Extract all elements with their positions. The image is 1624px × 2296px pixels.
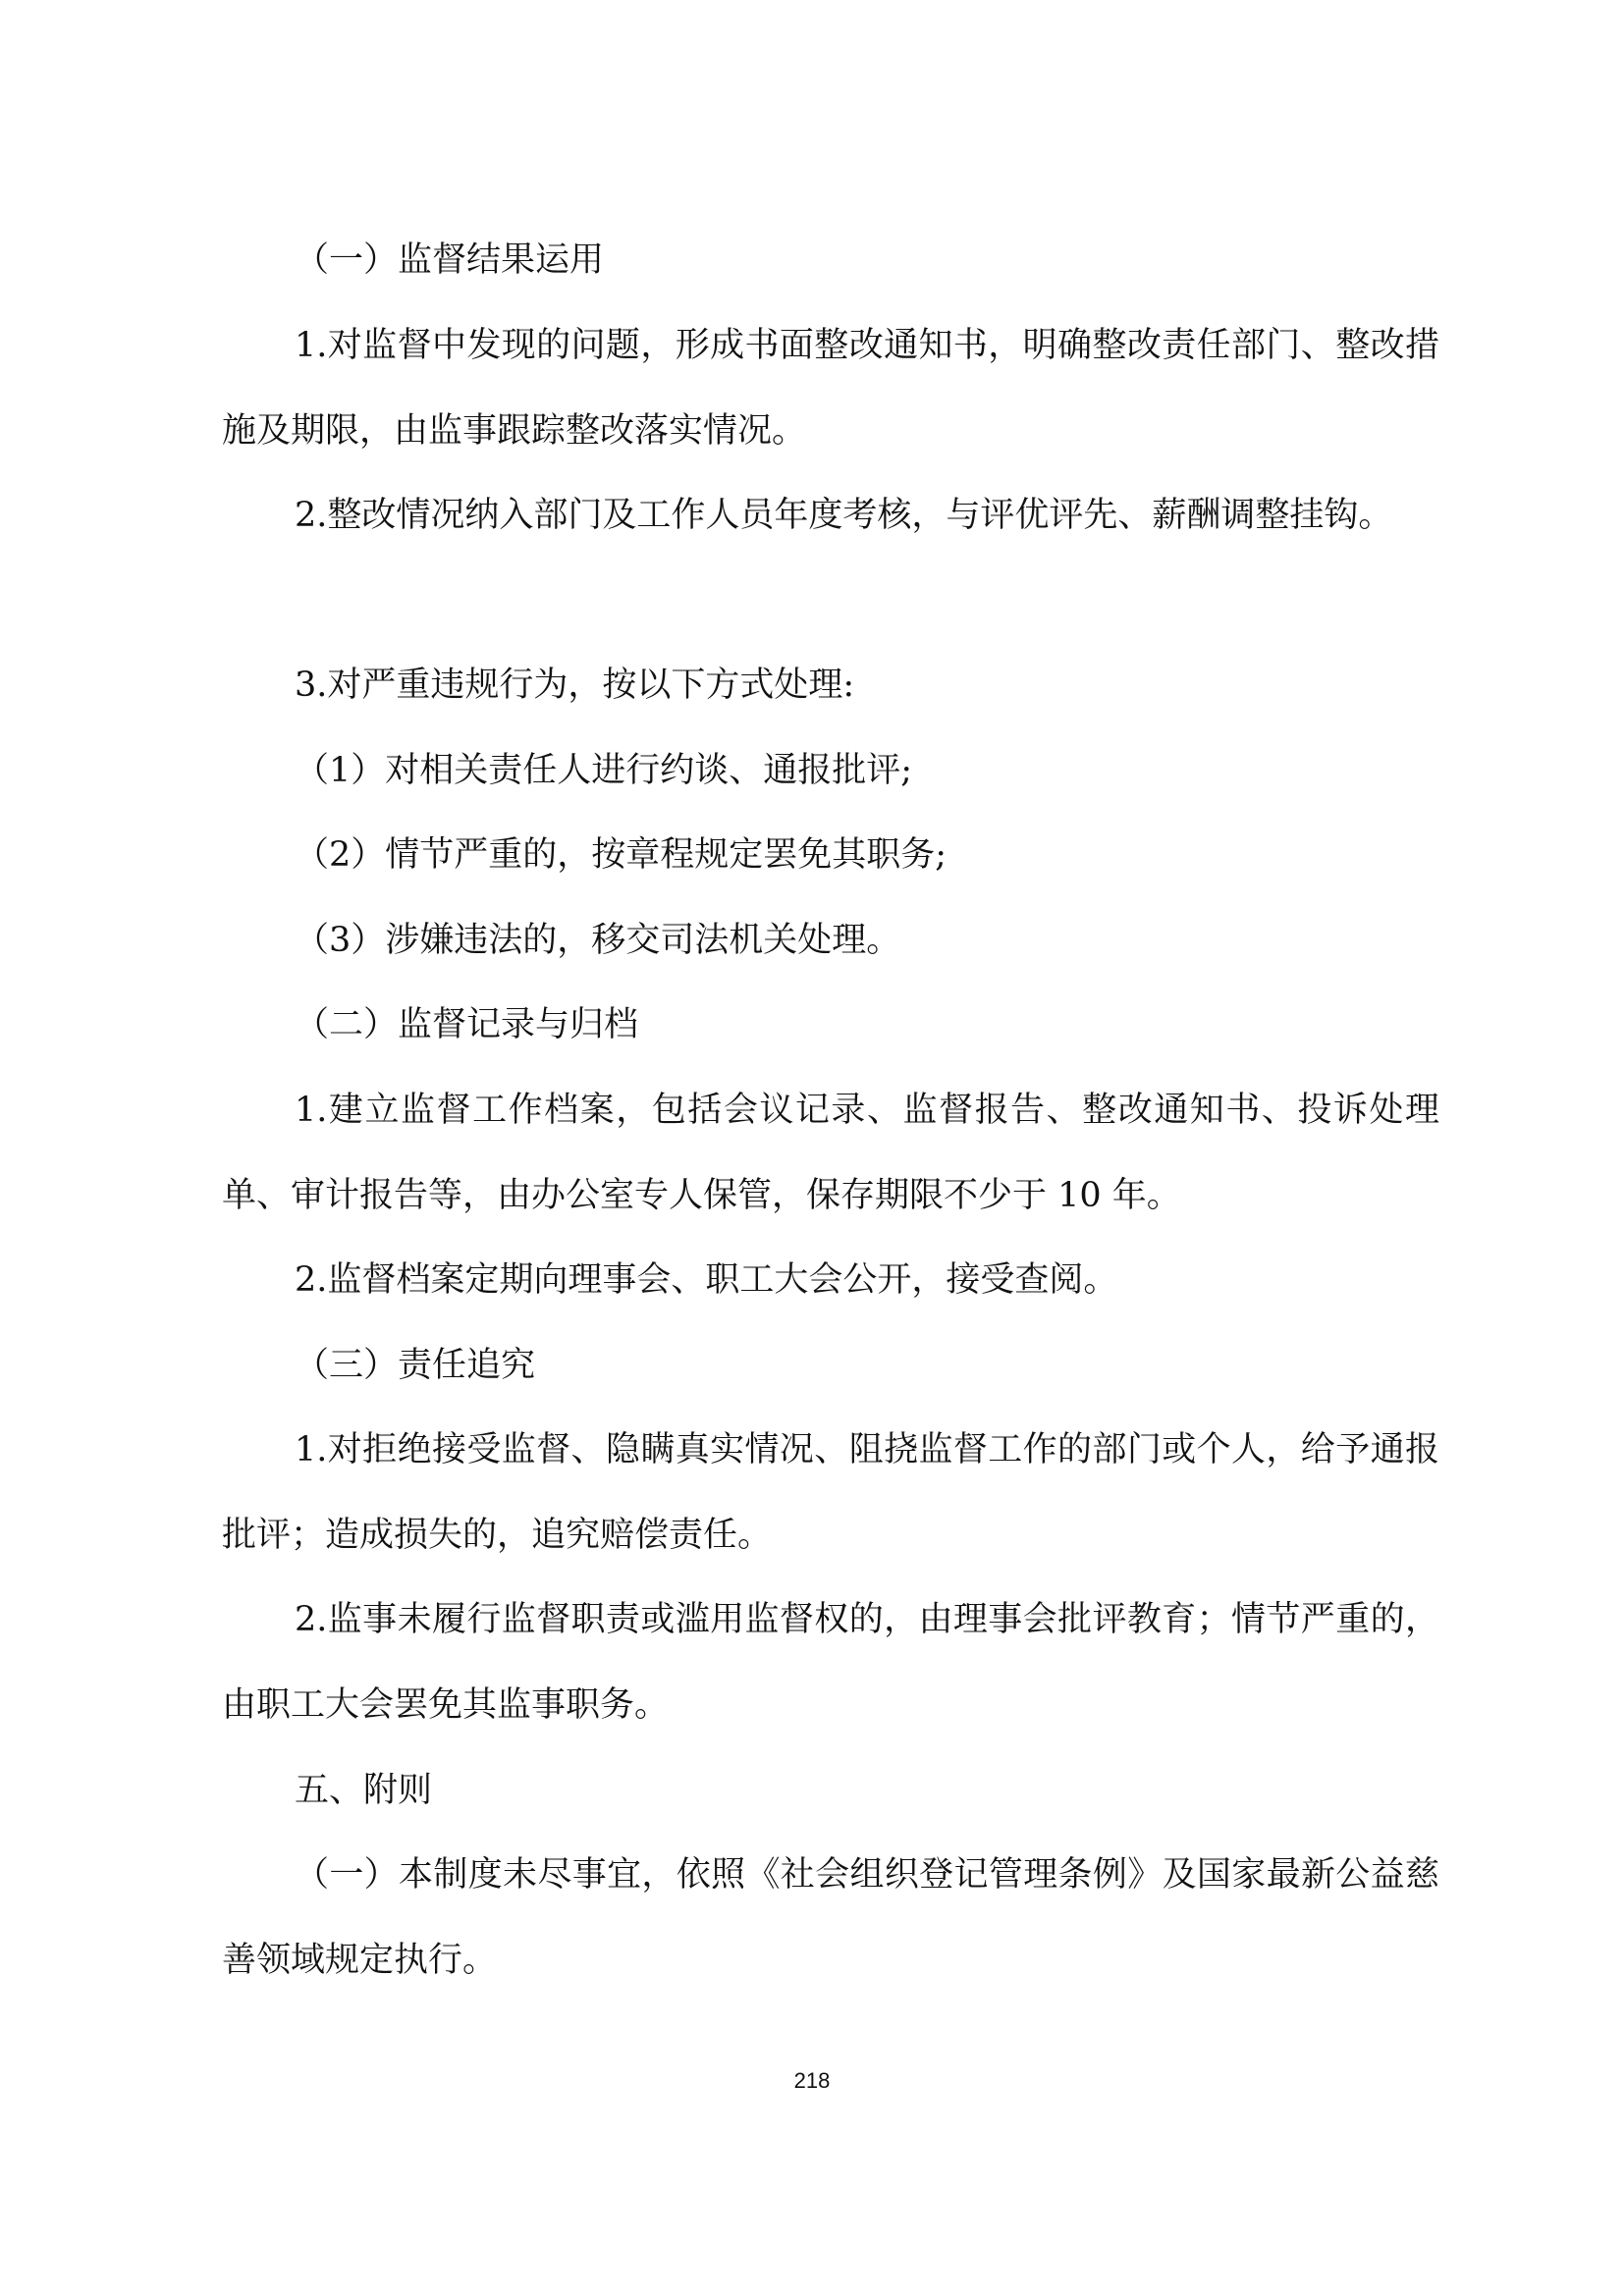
list-item-judicial-transfer: （3）涉嫌违法的，移交司法机关处理。	[295, 921, 901, 960]
paragraph-rectification-notice: 1.对监督中发现的问题，形成书面整改通知书，明确整改责任部门、整改措施及期限，由监事跟踪整改落实情况。	[222, 326, 1439, 451]
list-item-dismissal: （2）情节严重的，按章程规定罢免其职务;	[295, 835, 947, 875]
section-heading-records-archiving: （二）监督记录与归档	[295, 1005, 639, 1044]
paragraph-refusal-accountability: 1.对拒绝接受监督、隐瞒真实情况、阻挠监督工作的部门或个人，给予通报批评；造成损失的，追究赔偿责任。	[222, 1430, 1439, 1555]
paragraph-matters-not-covered: （一）本制度未尽事宜，依照《社会组织登记管理条例》及国家最新公益慈善领域规定执行。	[222, 1855, 1439, 1980]
paragraph-annual-assessment: 2.整改情况纳入部门及工作人员年度考核，与评优评先、薪酬调整挂钩。	[295, 496, 1393, 535]
paragraph-archive-disclosure: 2.监督档案定期向理事会、职工大会公开，接受查阅。	[295, 1260, 1118, 1300]
section-heading-accountability: （三）责任追究	[295, 1346, 536, 1385]
page-number: 218	[793, 2068, 831, 2093]
paragraph-supervisor-misconduct: 2.监事未履行监督职责或滥用监督权的，由理事会批评教育；情节严重的，由职工大会罢免其监事职务。	[222, 1600, 1439, 1725]
list-item-interview-criticism: （1）对相关责任人进行约谈、通报批评;	[295, 751, 913, 790]
paragraph-supervision-archive: 1.建立监督工作档案，包括会议记录、监督报告、整改通知书、投诉处理单、审计报告等，由办公室专人保管，保存期限不少于 10 年。	[222, 1091, 1439, 1215]
section-heading-supervision-results: （一）监督结果运用	[295, 240, 605, 280]
paragraph-serious-violations: 3.对严重违规行为，按以下方式处理:	[295, 666, 855, 705]
chapter-heading-supplementary-provisions: 五、附则	[295, 1771, 433, 1810]
